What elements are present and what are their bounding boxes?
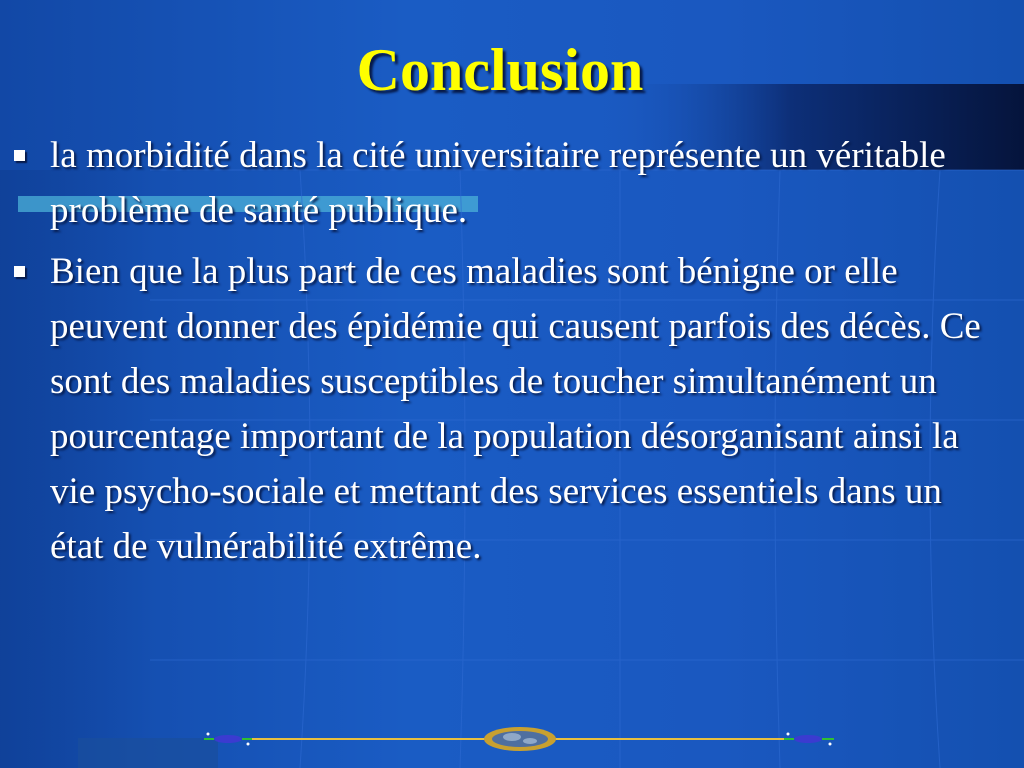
divider-right-ornament-icon <box>784 733 834 746</box>
bullet-item <box>14 128 1000 238</box>
divider-left-ornament-icon <box>204 733 252 746</box>
square-bullet-icon <box>14 266 25 277</box>
slide-title: Conclusion <box>356 37 644 103</box>
bullet-item <box>14 244 1000 574</box>
divider-globe-icon <box>484 727 556 751</box>
bullet-text: la morbidité dans la cité universitaire représente un véritable problème de santé publique. <box>50 135 946 231</box>
bullet-text: Bien que la plus part de ces maladies sont bénigne or elle peuvent donner des épidémie qui causent parfois des décès. Ce sont des maladies susceptibles de toucher simultanément un pourcentage important de la population désorganisant ainsi la vie psycho-sociale et mettant des services essentiels dans un état de vulnérabilité extrême. <box>50 251 981 567</box>
bullet-list <box>14 128 1000 580</box>
square-bullet-icon <box>14 150 25 161</box>
